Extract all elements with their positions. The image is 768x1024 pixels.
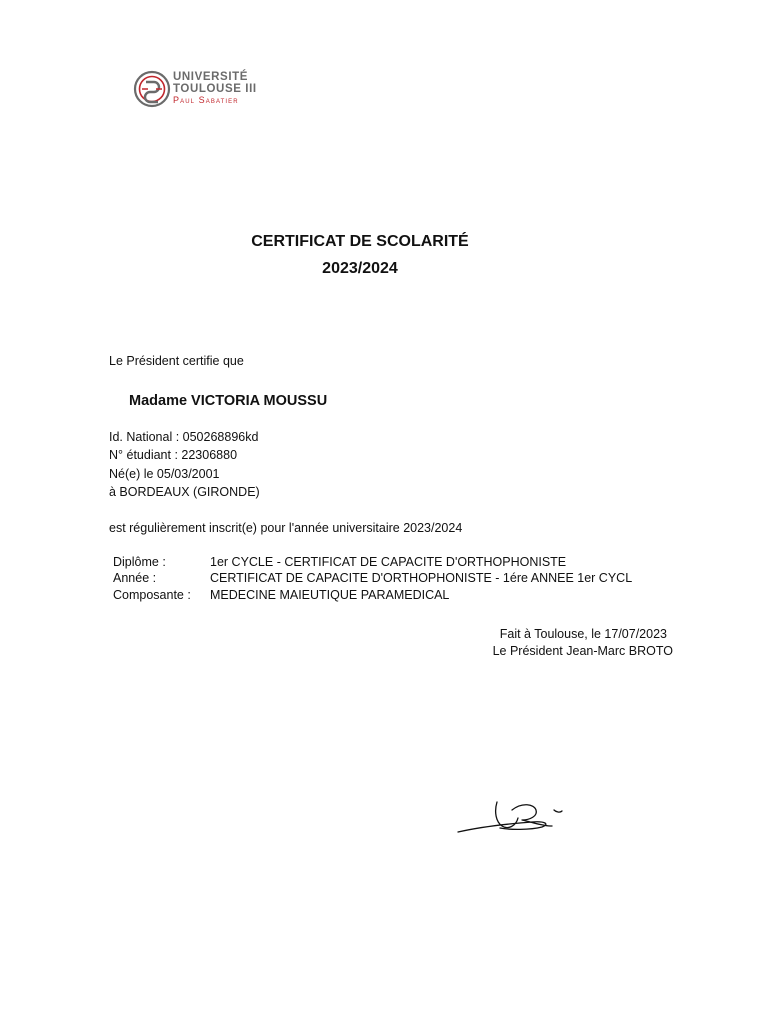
document-title: CERTIFICAT DE SCOLARITÉ — [251, 233, 469, 250]
enrollment-statement: est régulièrement inscrit(e) pour l'année universitaire 2023/2024 — [109, 521, 463, 535]
logo-line-universite: UNIVERSITÉ — [173, 71, 249, 83]
component-value: MEDECINE MAIEUTIQUE PARAMEDICAL — [210, 588, 450, 602]
diploma-value: 1er CYCLE - CERTIFICAT DE CAPACITE D'ORTHOPHONISTE — [210, 555, 567, 569]
diploma-label: Diplôme : — [113, 555, 166, 569]
year-value: CERTIFICAT DE CAPACITE D'ORTHOPHONISTE - 1ére ANNEE 1er CYCL — [210, 571, 633, 585]
signature-icon — [450, 780, 625, 845]
birth-date: Né(e) le 05/03/2001 — [109, 467, 220, 481]
year-label: Année : — [113, 571, 157, 585]
logo-wordmark — [173, 72, 257, 105]
place-date: Fait à Toulouse, le 17/07/2023 — [499, 627, 667, 641]
student-number: N° étudiant : 22306880 — [109, 448, 238, 462]
academic-year: 2023/2024 — [322, 260, 398, 277]
student-name: Madame VICTORIA MOUSSU — [129, 393, 328, 409]
intro-text: Le Président certifie que — [109, 354, 244, 368]
logo-line-toulouse: TOULOUSE III — [173, 82, 257, 95]
birth-place: à BORDEAUX (GIRONDE) — [109, 485, 260, 499]
national-id: Id. National : 050268896kd — [109, 430, 259, 444]
logo-line-paul-sabatier: Paul Sabatier — [173, 95, 239, 105]
seal-icon — [135, 72, 169, 106]
component-label: Composante : — [113, 588, 191, 602]
signatory: Le Président Jean-Marc BROTO — [492, 644, 673, 658]
